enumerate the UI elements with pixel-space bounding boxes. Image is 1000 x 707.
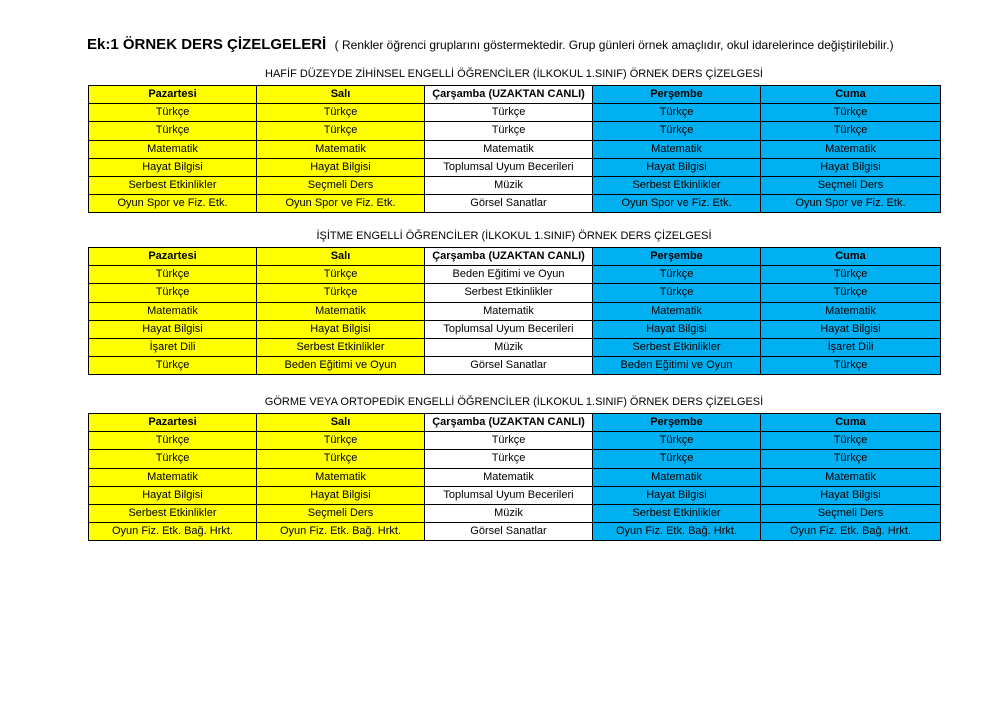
lesson-cell: Türkçe <box>425 104 593 122</box>
lesson-cell: Türkçe <box>425 432 593 450</box>
lesson-cell: Türkçe <box>593 104 761 122</box>
lesson-cell: Beden Eğitimi ve Oyun <box>425 266 593 284</box>
lesson-cell: Oyun Fiz. Etk. Bağ. Hrkt. <box>593 523 761 541</box>
table-row <box>89 504 941 522</box>
table-row <box>89 104 941 122</box>
lesson-cell: Serbest Etkinlikler <box>593 338 761 356</box>
lesson-cell: Hayat Bilgisi <box>89 158 257 176</box>
lesson-cell: Oyun Spor ve Fiz. Etk. <box>89 195 257 213</box>
lesson-cell: Toplumsal Uyum Becerileri <box>425 320 593 338</box>
schedule-table <box>88 247 941 375</box>
lesson-cell: Hayat Bilgisi <box>257 486 425 504</box>
lesson-cell: Matematik <box>425 302 593 320</box>
lesson-cell: Hayat Bilgisi <box>257 158 425 176</box>
lesson-cell: Türkçe <box>593 450 761 468</box>
lesson-cell: Seçmeli Ders <box>257 504 425 522</box>
lesson-cell: Hayat Bilgisi <box>761 158 941 176</box>
table-row <box>89 176 941 194</box>
lesson-cell: Türkçe <box>761 284 941 302</box>
lesson-cell: Hayat Bilgisi <box>257 320 425 338</box>
lesson-cell: Matematik <box>89 302 257 320</box>
lesson-cell: Türkçe <box>89 122 257 140</box>
lesson-cell: Türkçe <box>761 450 941 468</box>
lesson-cell: Türkçe <box>761 122 941 140</box>
lesson-cell: Hayat Bilgisi <box>89 486 257 504</box>
lesson-cell: Serbest Etkinlikler <box>89 176 257 194</box>
lesson-cell: Hayat Bilgisi <box>761 486 941 504</box>
lesson-cell: Türkçe <box>257 266 425 284</box>
table-row <box>89 284 941 302</box>
lesson-cell: Toplumsal Uyum Becerileri <box>425 158 593 176</box>
table-row <box>89 122 941 140</box>
table-header-row <box>89 86 941 104</box>
lesson-cell: Türkçe <box>425 122 593 140</box>
lesson-cell: Seçmeli Ders <box>257 176 425 194</box>
table-row <box>89 140 941 158</box>
table-header-row <box>89 248 941 266</box>
lesson-cell: Matematik <box>593 302 761 320</box>
lesson-cell: Serbest Etkinlikler <box>89 504 257 522</box>
table-row <box>89 320 941 338</box>
lesson-cell: Matematik <box>425 468 593 486</box>
table-row <box>89 338 941 356</box>
lesson-cell: Türkçe <box>89 284 257 302</box>
day-header-monday: Pazartesi <box>89 414 257 432</box>
lesson-cell: Hayat Bilgisi <box>761 320 941 338</box>
lesson-cell: Seçmeli Ders <box>761 176 941 194</box>
lesson-cell: Serbest Etkinlikler <box>257 338 425 356</box>
day-header-friday: Cuma <box>761 248 941 266</box>
day-header-friday: Cuma <box>761 414 941 432</box>
lesson-cell: İşaret Dili <box>761 338 941 356</box>
document-title: Ek:1 ÖRNEK DERS ÇİZELGELERİ <box>87 36 327 53</box>
table-row <box>89 266 941 284</box>
lesson-cell: Türkçe <box>593 432 761 450</box>
lesson-cell: Türkçe <box>257 104 425 122</box>
lesson-cell: Türkçe <box>425 450 593 468</box>
day-header-wednesday: Çarşamba (UZAKTAN CANLI) <box>425 248 593 266</box>
lesson-cell: Türkçe <box>593 266 761 284</box>
schedule-table <box>88 85 941 213</box>
lesson-cell: Türkçe <box>257 432 425 450</box>
table-row <box>89 432 941 450</box>
lesson-cell: Oyun Fiz. Etk. Bağ. Hrkt. <box>257 523 425 541</box>
lesson-cell: Görsel Sanatlar <box>425 523 593 541</box>
day-header-thursday: Perşembe <box>593 414 761 432</box>
table-header-row <box>89 414 941 432</box>
lesson-cell: Türkçe <box>593 122 761 140</box>
lesson-cell: Serbest Etkinlikler <box>425 284 593 302</box>
lesson-cell: Toplumsal Uyum Becerileri <box>425 486 593 504</box>
document-note: ( Renkler öğrenci gruplarını göstermektedir. Grup günleri örnek amaçlıdır, okul idarelerince değiştirilebilir.) <box>334 38 894 52</box>
lesson-cell: Müzik <box>425 504 593 522</box>
lesson-cell: Müzik <box>425 176 593 194</box>
table-row <box>89 486 941 504</box>
lesson-cell: Oyun Fiz. Etk. Bağ. Hrkt. <box>761 523 941 541</box>
lesson-cell: Türkçe <box>761 266 941 284</box>
lesson-cell: Türkçe <box>89 450 257 468</box>
lesson-cell: Oyun Fiz. Etk. Bağ. Hrkt. <box>89 523 257 541</box>
day-header-thursday: Perşembe <box>593 248 761 266</box>
lesson-cell: Seçmeli Ders <box>761 504 941 522</box>
day-header-tuesday: Salı <box>257 248 425 266</box>
lesson-cell: Hayat Bilgisi <box>89 320 257 338</box>
lesson-cell: Matematik <box>425 140 593 158</box>
lesson-cell: Türkçe <box>761 104 941 122</box>
lesson-cell: Matematik <box>593 140 761 158</box>
lesson-cell: Matematik <box>257 140 425 158</box>
lesson-cell: Matematik <box>257 468 425 486</box>
lesson-cell: Oyun Spor ve Fiz. Etk. <box>257 195 425 213</box>
day-header-tuesday: Salı <box>257 414 425 432</box>
lesson-cell: Türkçe <box>257 284 425 302</box>
lesson-cell: Türkçe <box>761 357 941 375</box>
lesson-cell: Oyun Spor ve Fiz. Etk. <box>761 195 941 213</box>
lesson-cell: Matematik <box>761 302 941 320</box>
document-header <box>87 36 894 54</box>
lesson-cell: Hayat Bilgisi <box>593 320 761 338</box>
lesson-cell: Serbest Etkinlikler <box>593 504 761 522</box>
lesson-cell: Matematik <box>761 140 941 158</box>
lesson-cell: Türkçe <box>257 122 425 140</box>
lesson-cell: Hayat Bilgisi <box>593 158 761 176</box>
lesson-cell: Beden Eğitimi ve Oyun <box>593 357 761 375</box>
lesson-cell: Türkçe <box>761 432 941 450</box>
table-row <box>89 195 941 213</box>
lesson-cell: Görsel Sanatlar <box>425 195 593 213</box>
day-header-wednesday: Çarşamba (UZAKTAN CANLI) <box>425 414 593 432</box>
day-header-wednesday: Çarşamba (UZAKTAN CANLI) <box>425 86 593 104</box>
schedule-title: GÖRME VEYA ORTOPEDİK ENGELLİ ÖĞRENCİLER (İLKOKUL 1.SINIF) ÖRNEK DERS ÇİZELGESİ <box>264 396 764 408</box>
lesson-cell: Matematik <box>593 468 761 486</box>
table-row <box>89 357 941 375</box>
lesson-cell: Oyun Spor ve Fiz. Etk. <box>593 195 761 213</box>
lesson-cell: Türkçe <box>89 104 257 122</box>
lesson-cell: Matematik <box>257 302 425 320</box>
lesson-cell: Müzik <box>425 338 593 356</box>
lesson-cell: Türkçe <box>89 357 257 375</box>
lesson-cell: Görsel Sanatlar <box>425 357 593 375</box>
lesson-cell: Matematik <box>89 468 257 486</box>
day-header-monday: Pazartesi <box>89 248 257 266</box>
lesson-cell: Matematik <box>761 468 941 486</box>
schedule-title: İŞİTME ENGELLİ ÖĞRENCİLER (İLKOKUL 1.SINIF) ÖRNEK DERS ÇİZELGESİ <box>316 230 712 242</box>
schedule-title: HAFİF DÜZEYDE ZİHİNSEL ENGELLİ ÖĞRENCİLER (İLKOKUL 1.SINIF) ÖRNEK DERS ÇİZELGESİ <box>265 68 763 80</box>
lesson-cell: Türkçe <box>257 450 425 468</box>
day-header-thursday: Perşembe <box>593 86 761 104</box>
table-row <box>89 468 941 486</box>
lesson-cell: Türkçe <box>593 284 761 302</box>
day-header-monday: Pazartesi <box>89 86 257 104</box>
lesson-cell: Matematik <box>89 140 257 158</box>
schedule-table <box>88 413 941 541</box>
table-row <box>89 302 941 320</box>
lesson-cell: Hayat Bilgisi <box>593 486 761 504</box>
day-header-friday: Cuma <box>761 86 941 104</box>
lesson-cell: Beden Eğitimi ve Oyun <box>257 357 425 375</box>
table-row <box>89 158 941 176</box>
lesson-cell: Serbest Etkinlikler <box>593 176 761 194</box>
lesson-cell: İşaret Dili <box>89 338 257 356</box>
table-row <box>89 523 941 541</box>
table-row <box>89 450 941 468</box>
lesson-cell: Türkçe <box>89 432 257 450</box>
day-header-tuesday: Salı <box>257 86 425 104</box>
lesson-cell: Türkçe <box>89 266 257 284</box>
